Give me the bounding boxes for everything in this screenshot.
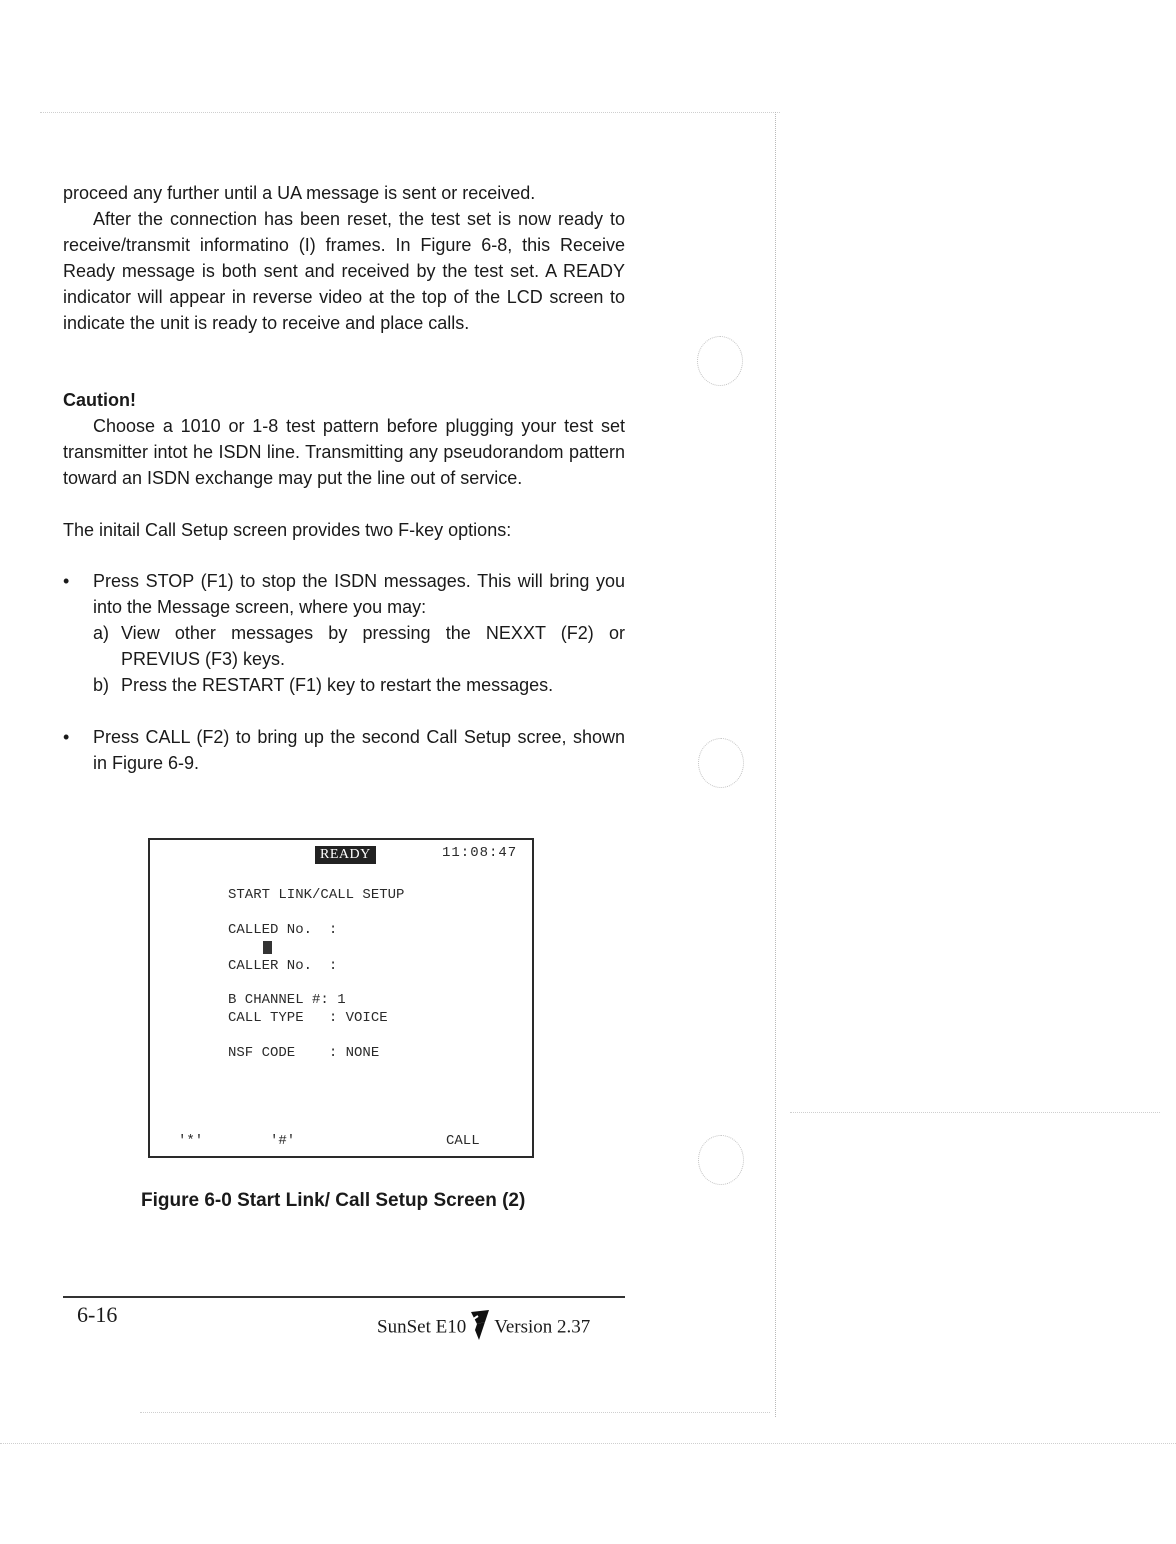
page-fold-line: [775, 112, 776, 1417]
binder-hole: [697, 336, 743, 386]
caution-heading: Caution!: [63, 390, 136, 410]
fkey-star: '*': [178, 1133, 204, 1149]
footer-rule: [63, 1296, 625, 1298]
ready-indicator: READY: [315, 846, 376, 864]
caution-text: Choose a 1010 or 1-8 test pattern before plugging your test set transmitter intot he ISDN line. Transmitting any pseudorandom pattern toward an ISDN exchange may put the line out of service.: [63, 416, 625, 488]
sub-item-label: b): [93, 675, 110, 695]
bullet-text: Press STOP (F1) to stop the ISDN messages. This will bring you into the Message screen, where you may:: [93, 571, 625, 617]
fkey-hash: '#': [270, 1133, 296, 1149]
scan-dotted-line-right: [790, 1112, 1160, 1113]
sub-item-text: View other messages by pressing the NEXXT (F2) or PREVIUS (F3) keys.: [121, 623, 625, 669]
sub-item-text: Press the RESTART (F1) key to restart the messages.: [121, 675, 554, 695]
fkey-call: CALL: [446, 1133, 480, 1149]
scan-dotted-line-edge: [0, 1443, 1176, 1444]
sub-list-item: [63, 672, 625, 698]
list-item: [63, 724, 625, 776]
bullet-list-2: [63, 724, 625, 776]
nsf-code-field: NSF CODE : NONE: [228, 1045, 380, 1061]
bullet-icon: •: [63, 571, 70, 591]
product-name: SunSet E10: [377, 1316, 467, 1338]
called-number-field: CALLED No. :: [228, 922, 338, 938]
sub-item-label: a): [93, 623, 110, 643]
body-text: [63, 180, 625, 336]
page-number: 6-16: [77, 1302, 118, 1327]
fkey-intro: The initail Call Setup screen provides two F-key options:: [63, 520, 512, 540]
product-version: Version 2.37: [494, 1316, 591, 1338]
lcd-screen-figure: [148, 838, 534, 1158]
binder-hole: [698, 1135, 744, 1185]
bullet-icon: •: [63, 727, 70, 747]
scan-dotted-line-bottom: [140, 1412, 770, 1413]
binder-hole: [698, 738, 744, 788]
figure-caption: Figure 6-0 Start Link/ Call Setup Screen (2): [141, 1190, 526, 1211]
caller-number-field: CALLER No. :: [228, 958, 338, 974]
screen-title: START LINK/CALL SETUP: [228, 887, 405, 903]
b-channel-field: B CHANNEL #: 1: [228, 992, 346, 1008]
clock-readout: 11:08:47: [442, 845, 518, 861]
fkey-intro-block: [63, 517, 625, 543]
reset-paragraph: After the connection has been reset, the test set is now ready to receive/transmit informatino (I) frames. In Figure 6-8, this Receive Ready message is both sent and received by the test set. A READY indicator will appear in reverse video at the top of the LCD screen to indicate the unit is ready to receive and place calls.: [63, 209, 625, 333]
sunset-logo-icon: [468, 1308, 492, 1348]
bullet-text: Press CALL (F2) to bring up the second Call Setup scree, shown in Figure 6-9.: [93, 727, 625, 773]
call-type-field: CALL TYPE : VOICE: [228, 1010, 388, 1026]
intro-line: proceed any further until a UA message is sent or received.: [63, 183, 536, 203]
scan-dotted-line-top: [40, 112, 780, 113]
list-item: [63, 568, 625, 620]
caution-block: [63, 387, 625, 491]
bullet-list-1: [63, 568, 625, 698]
product-line: [377, 1308, 590, 1348]
cursor-block-icon: [263, 941, 272, 954]
sub-list-item: [63, 620, 625, 672]
